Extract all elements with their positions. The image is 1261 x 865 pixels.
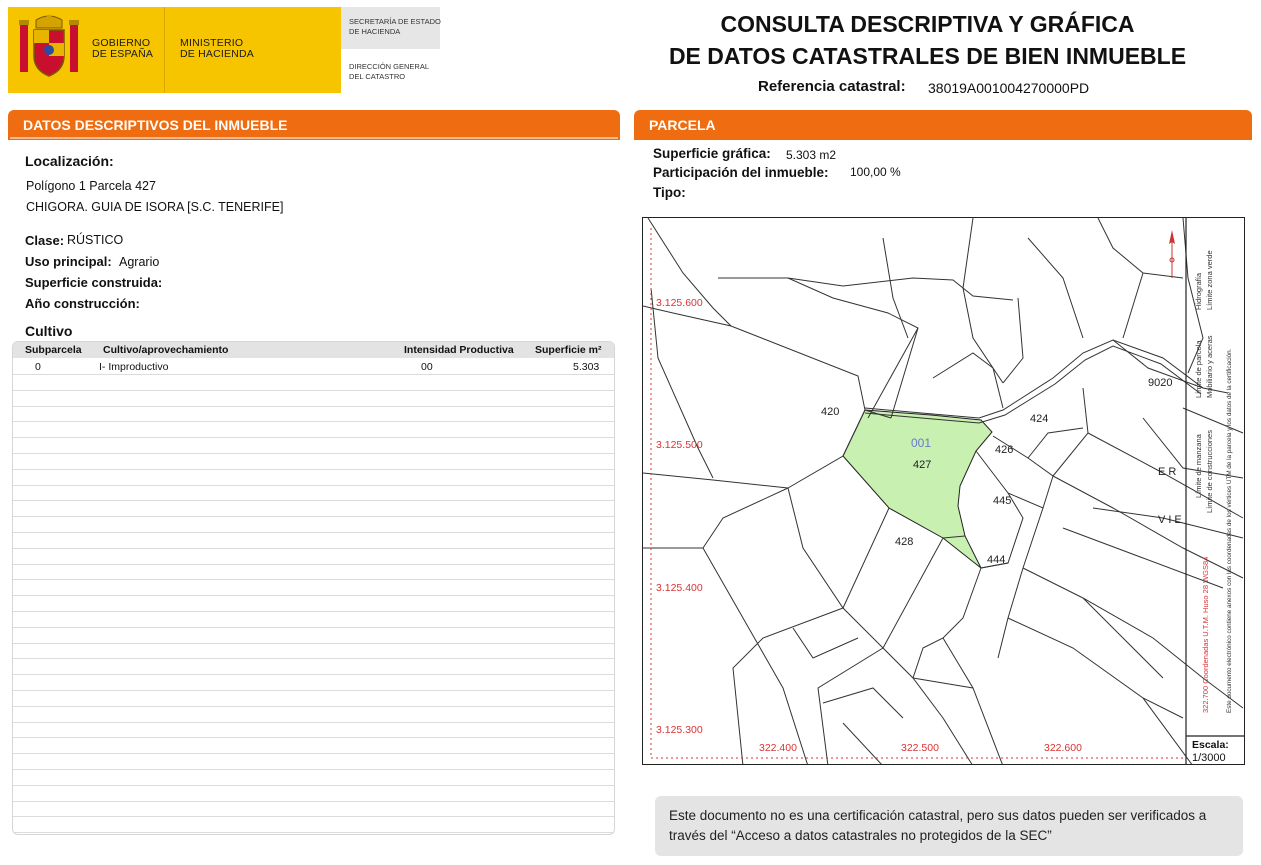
legend-zona-verde: Límite zona verde (1205, 250, 1214, 310)
superficie-grafica-label: Superficie gráfica: (653, 146, 771, 161)
x-label-1: 322.400 (759, 742, 797, 754)
escala-value: 1/3000 (1192, 752, 1226, 764)
secretaria-line2: DE HACIENDA (349, 27, 401, 36)
parcel-label-001: 001 (911, 436, 932, 450)
descriptivos-title-b: INMUEBLE (214, 117, 288, 133)
table-row-line (13, 769, 614, 770)
y-label-3: 3.125.400 (656, 582, 703, 594)
cultivo-table-header (13, 342, 614, 358)
banner-divider (164, 7, 165, 93)
title-line2: DE DATOS CATASTRALES DE BIEN INMUEBLE (668, 43, 1187, 69)
uso-value: Agrario (119, 255, 160, 269)
direccion-line1: DIRECCIÓN GENERAL (349, 62, 430, 71)
note-line1: Este documento no es una certificación catastral, pero sus datos pueden ser verificados a (669, 808, 1207, 823)
gov-name-line2: DE ESPAÑA (92, 48, 154, 60)
table-row-line (13, 595, 614, 596)
secretaria-text (349, 17, 441, 37)
y-label-2: 3.125.500 (656, 439, 703, 451)
table-row-line (13, 421, 614, 422)
table-row-line (13, 658, 614, 659)
document-title (630, 8, 1225, 72)
cadastral-map-drawing (643, 218, 1245, 765)
legend-limite-construcciones: Límite de construcciones (1205, 430, 1214, 513)
direccion-general-text (349, 62, 429, 82)
header-intensidad: Intensidad Productiva (404, 344, 514, 356)
table-row-line (13, 832, 614, 833)
superficie-grafica-value: 5.303 m2 (786, 148, 837, 162)
table-row-line (13, 722, 614, 723)
localizacion-line1: Polígono 1 Parcela 427 (26, 179, 156, 193)
cadastral-map (642, 217, 1245, 765)
legend-limite-parcela: Límite de parcela (1194, 340, 1203, 398)
government-name (92, 38, 153, 60)
cell-intensidad: 00 (421, 361, 433, 373)
y-label-1: 3.125.600 (656, 297, 703, 309)
x-label-2: 322.500 (901, 742, 939, 754)
parcel-label-9020: 9020 (1148, 377, 1173, 389)
header-subparcela: Subparcela (25, 344, 82, 356)
parcel-label-428: 428 (895, 536, 914, 548)
direccion-line2: DEL CATASTRO (349, 72, 406, 81)
coat-of-arms-icon (18, 14, 80, 84)
table-row-line (13, 469, 614, 470)
table-row-line (13, 374, 614, 375)
descriptivos-title-a: DATOS DESCRIPTIVOS DEL (23, 117, 215, 133)
secretaria-line1: SECRETARÍA DE ESTADO (349, 17, 441, 26)
table-row-line (13, 690, 614, 691)
escala-label: Escala: (1192, 739, 1229, 751)
cell-cultivo: I- Improductivo (99, 361, 169, 373)
table-row-line (13, 390, 614, 391)
participacion-value: 100,00 % (850, 165, 901, 179)
table-row-line (13, 737, 614, 738)
cultivo-table (12, 341, 615, 835)
parcela-header-bar: PARCELA (634, 110, 1252, 140)
ministry-name (180, 38, 254, 60)
superficie-construida-label: Superficie construida: (25, 275, 163, 290)
parcel-label-426: 426 (995, 444, 1014, 456)
y-label-4: 3.125.300 (656, 724, 703, 736)
referencia-value: 38019A001004270000PD (928, 80, 1090, 96)
table-row-line (13, 611, 614, 612)
table-row-line (13, 500, 614, 501)
participacion-label: Participación del inmueble: (653, 165, 829, 180)
place-label-er: ER (1158, 466, 1180, 478)
parcel-label-427: 427 (913, 459, 932, 471)
parcel-label-424: 424 (1030, 413, 1049, 425)
uso-label: Uso principal: (25, 254, 112, 269)
table-row-line (13, 627, 614, 628)
table-row-line (13, 548, 614, 549)
parcel-label-444: 444 (987, 554, 1006, 566)
parcel-427-highlight (843, 410, 992, 568)
referencia-label: Referencia catastral: (758, 78, 906, 95)
note-line2: través del “Acceso a datos catastrales no protegidos de la SEC” (669, 828, 1052, 843)
tipo-label: Tipo: (653, 185, 686, 200)
localizacion-label: Localización: (25, 153, 114, 169)
localizacion-line2: CHIGORA. GUIA DE ISORA [S.C. TENERIFE] (26, 200, 284, 214)
table-row-line (13, 643, 614, 644)
legend-coordenadas: 322.700 Coordenadas U.T.M. Huso 28 WGS84 (1201, 556, 1210, 713)
descriptivos-section-header (8, 110, 620, 140)
legend-limite-manzana: Límite de manzana (1194, 434, 1203, 498)
parcela-section-header (634, 110, 1252, 140)
table-row-line (13, 564, 614, 565)
table-row-line (13, 801, 614, 802)
parcel-label-420: 420 (821, 406, 840, 418)
legend-nota: Este documento electrónico contiene anexos con las coordenadas de los vértices UTM de la parcela y los datos de la certificación. (1226, 348, 1233, 713)
table-row-line (13, 453, 614, 454)
header-superficie: Superficie m² (535, 344, 602, 356)
legend-hidrografia: Hidrografía (1194, 272, 1203, 310)
clase-label: Clase: (25, 233, 65, 248)
clase-value: RÚSTICO (67, 233, 124, 247)
descriptivos-header-bar (8, 110, 620, 140)
table-row-line (13, 406, 614, 407)
table-row-line (13, 706, 614, 707)
header-cultivo: Cultivo/aprovechamiento (103, 344, 229, 356)
legend-mobiliario: Mobiliario y aceras (1205, 335, 1214, 398)
table-row-line (13, 485, 614, 486)
descriptivos-underline (10, 137, 618, 139)
parcel-label-445: 445 (993, 495, 1012, 507)
ministry-line2: DE HACIENDA (180, 48, 254, 60)
gov-name-line1: GOBIERNO (92, 37, 151, 49)
ministry-line1: MINISTERIO (180, 37, 244, 49)
table-row-line (13, 785, 614, 786)
table-row-line (13, 516, 614, 517)
table-row-line (13, 753, 614, 754)
cultivo-title: Cultivo (25, 323, 73, 339)
place-label-vie: VIE (1158, 514, 1185, 526)
cell-superficie: 5.303 (573, 361, 600, 373)
table-row-line (13, 532, 614, 533)
verification-note (655, 796, 1243, 856)
title-line1: CONSULTA DESCRIPTIVA Y GRÁFICA (720, 11, 1135, 37)
north-arrow-icon (1169, 230, 1175, 278)
table-row-line (13, 674, 614, 675)
x-label-3: 322.600 (1044, 742, 1082, 754)
anio-construccion-label: Año construcción: (25, 296, 140, 311)
table-row-line (13, 579, 614, 580)
cell-subparcela: 0 (35, 361, 41, 373)
table-row-line (13, 437, 614, 438)
table-row-line (13, 816, 614, 817)
